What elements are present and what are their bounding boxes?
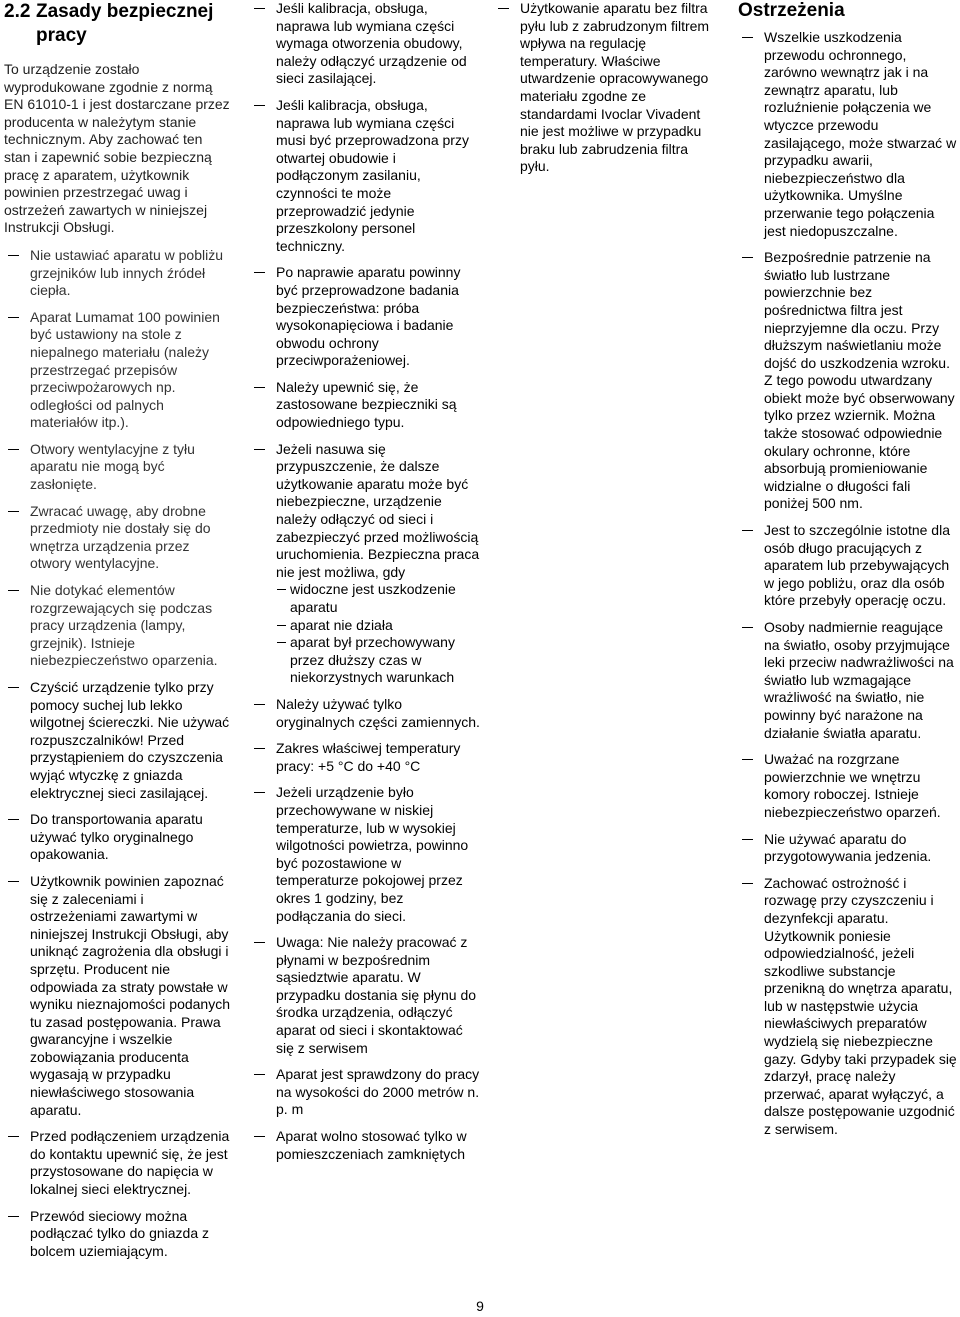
list-item-text: Należy upewnić się, że zastosowane bezpieczniki są odpowiedniego typu. — [276, 378, 457, 431]
list-item — [738, 249, 958, 513]
list-item-text: Do transportowania aparatu używać tylko oryginalnego opakowania. — [30, 811, 203, 863]
dash-bullet — [276, 581, 290, 616]
sub-list-item-text: aparat nie działa — [290, 616, 393, 633]
sub-list-item-text: widoczne jest uszkodzenie aparatu — [290, 581, 456, 615]
list-item-text: Nie ustawiać aparatu w pobliżu grzejników lub innych źródeł ciepła. — [30, 246, 223, 299]
list-item — [4, 441, 230, 494]
list-item-text: Uważać na rozgrzane powierzchnie we wnętrzu komory roboczej. Istnieje niebezpieczeństwo oparzeń. — [764, 751, 941, 820]
dash-bullet — [250, 97, 276, 255]
list-item — [4, 1208, 230, 1261]
list-item — [250, 784, 480, 925]
dash-bullet — [4, 1208, 30, 1261]
list-item — [738, 751, 958, 821]
list-item-text: Użytkownik powinien zapoznać się z zaleceniami i ostrzeżeniami zawartymi w niniejszej Instrukcji Obsługi, aby uniknąć zagrożenia dla obsługi i sprzętu. Producent nie odpowiada za straty powstałe w wyniku nieznajomości podanych tu zasad postępowania. Prawa gwarancyjne i wszelkie zobowiązania producenta wygasają w przypadku niewłaściwego stosowania aparatu. — [30, 872, 230, 1118]
section-heading — [4, 0, 230, 48]
list-item — [250, 1066, 480, 1119]
list-item — [250, 97, 480, 255]
list-item-text: Jeżeli urządzenie było przechowywane w niskiej temperaturze, lub w wysokiej wilgotności powietrza, powinno być pozostawione w temperaturze pokojowej przez okres 1 godziny, bez podłączania do sieci. — [276, 784, 469, 924]
list-item-text: Otwory wentylacyjne z tyłu aparatu nie mogą być zasłonięte. — [30, 440, 195, 493]
col2-list — [250, 0, 480, 1163]
list-item — [4, 1128, 230, 1198]
dash-bullet — [276, 617, 290, 635]
dash-bullet — [738, 249, 764, 513]
list-item-text: Przewód sieciowy można podłączać tylko do gniazda z bolcem uziemiającym. — [30, 1207, 209, 1259]
col1-list — [4, 247, 230, 1260]
dash-bullet — [4, 441, 30, 494]
list-item — [4, 679, 230, 802]
dash-bullet — [250, 264, 276, 370]
dash-bullet — [250, 696, 276, 731]
dash-bullet — [250, 379, 276, 432]
dash-bullet — [738, 29, 764, 240]
column-1 — [4, 0, 230, 1269]
list-item-text: Jest to szczególnie istotne dla osób długo pracujących z aparatem lub przebywających w jego pobliżu, oraz dla osób które przebyły operację oczu. — [764, 522, 950, 609]
dash-bullet — [250, 1066, 276, 1119]
list-item — [250, 379, 480, 432]
list-item — [4, 873, 230, 1119]
column-2 — [250, 0, 480, 1172]
dash-bullet — [4, 873, 30, 1119]
section-intro: To urządzenie zostało wyprodukowane zgodnie z normą EN 61010-1 i jest dostarczane przez producenta w należytym stanie technicznym. Aby zachować ten stan i zapewnić sobie bezpieczną pracę z aparatem, użytkownik powinien przestrzegać uwag i ostrzeżeń zawartych w niniejszej Instrukcji Obsługi. — [4, 61, 230, 236]
list-item-text: Nie dotykać elementów rozgrzewających się podczas pracy urządzenia (lampy, grzejnik). Istnieje niebezpieczeństwo oparzenia. — [30, 582, 218, 669]
list-item-text: Użytkowanie aparatu bez filtra pyłu lub z zabrudzonym filtrem wpływa na regulację temperatury. Właściwe utwardzenie opracowywanego materiału zgodne ze standardami Ivoclar Vivadent nie jest możliwe w przypadku braku lub zabrudzenia filtra pyłu. — [520, 0, 710, 175]
list-item-text: Osoby nadmiernie reagujące na światło, osoby przyjmujące leki przeciw nadwrażliwości na światło lub wzmagające wrażliwość na światło, nie powinny być narażone na działanie światła aparatu. — [764, 619, 954, 741]
sub-list-item-text: aparat był przechowywany przez dłuższy czas w niekorzystnych warunkach — [290, 634, 455, 686]
list-item — [4, 811, 230, 864]
dash-bullet — [4, 582, 30, 670]
section-number: 2.2 — [4, 1, 31, 22]
list-item — [738, 619, 958, 742]
list-item-text: Jeśli kalibracja, obsługa, naprawa lub wymiana części musi być przeprowadzona przy otwartej obudowie i podłączonym zasilaniu, czynności te może przeprowadzić jedynie przeszkolony personel techniczny. — [276, 96, 469, 254]
list-item-text: Przed podłączeniem urządzenia do kontaktu upewnić się, że jest przystosowane do napięcia w lokalnej sieci elektrycznej. — [30, 1128, 230, 1198]
list-item-text: Należy używać tylko oryginalnych części zamiennych. — [276, 695, 480, 730]
list-item — [738, 875, 958, 1139]
sub-list — [276, 581, 480, 687]
list-item-body — [276, 441, 480, 687]
column-4 — [738, 0, 958, 1148]
list-item-text: Aparat Lumamat 100 powinien być ustawiony na stole z niepalnego materiału (należy przestrzegać przepisów przeciwpożarowych np. odległości od palnych materiałów itp.). — [30, 308, 220, 431]
sub-list-item — [276, 617, 480, 635]
dash-bullet — [250, 740, 276, 775]
list-item — [4, 503, 230, 573]
list-item-text: Nie używać aparatu do przygotowywania jedzenia. — [764, 830, 932, 865]
dash-bullet — [4, 679, 30, 802]
list-item-text: Zachować ostrożność i rozwagę przy czyszczeniu i dezynfekcji aparatu. Użytkownik poniesie odpowiedzialność, jeżeli szkodliwe substancje przenikną do wnętrza aparatu, lub w następstwie użycia niewłaściwych preparatów wydzielą się niebezpieczne gazy. Gdyby taki przypadek się zdarzył, pracę należy przerwać, aparat wyłączyć, a dalsze postępowanie uzgodnić z serwisem. — [764, 874, 957, 1138]
list-item — [738, 522, 958, 610]
dash-bullet — [738, 751, 764, 821]
list-item — [738, 29, 958, 240]
dash-bullet — [738, 831, 764, 866]
sub-list-item — [276, 634, 480, 687]
dash-bullet — [250, 784, 276, 925]
list-item — [4, 247, 230, 300]
list-item-text: Aparat wolno stosować tylko w pomieszczeniach zamkniętych — [276, 1128, 467, 1162]
dash-bullet — [4, 503, 30, 573]
dash-bullet — [738, 522, 764, 610]
dash-bullet — [738, 619, 764, 742]
list-item-text: Aparat jest sprawdzony do pracy na wysokości do 2000 metrów n. p. m — [276, 1066, 480, 1118]
warnings-list — [738, 29, 958, 1139]
list-item — [250, 441, 480, 687]
list-item-text: Uwaga: Nie należy pracować z płynami w bezpośrednim sąsiedztwie aparatu. W przypadku dostania się płynu do środka urządzenia, odłączyć aparat od sieci i skontaktować się z serwisem — [276, 934, 477, 1056]
dash-bullet — [250, 934, 276, 1057]
list-item — [250, 740, 480, 775]
list-item-text: Zwracać uwagę, aby drobne przedmioty nie dostały się do wnętrza urządzenia przez otwory wentylacyjne. — [30, 502, 211, 572]
list-item — [738, 831, 958, 866]
list-item — [4, 309, 230, 432]
warnings-title: Ostrzeżenia — [738, 0, 845, 21]
list-item-text: Wszelkie uszkodzenia przewodu ochronnego, zarówno wewnątrz jak i na zewnątrz aparatu, lub rozluźnienie połączenia we wtyczce przewodu zasilającego, może stwarzać w przypadku awarii, niebezpieczeństwo dla użytkownika. Umyślne przerwanie tego połączenia jest niedopuszczalne. — [764, 29, 957, 239]
list-item-text: Jeśli kalibracja, obsługa, naprawa lub wymiana części wymaga otworzenia obudowy, należy odłączyć urządzenie od sieci zasilającej. — [276, 0, 467, 87]
list-item — [250, 264, 480, 370]
list-item — [250, 0, 480, 88]
dash-bullet — [4, 1128, 30, 1198]
dash-bullet — [276, 634, 290, 687]
list-item-text: Jeżeli nasuwa się przypuszczenie, że dalsze użytkowanie aparatu może być niebezpieczne, urządzenie należy odłączyć od sieci i zabezpieczyć przed możliwością uruchomienia. Bezpieczna praca nie jest możliwa, gdy — [276, 440, 480, 580]
column-3 — [494, 0, 716, 185]
list-item-text: Czyścić urządzenie tylko przy pomocy suchej lub lekko wilgotnej ściereczki. Nie używać rozpuszczalników! Przed przystąpieniem do czyszczenia wyjąć wtyczkę z gniazda elektrycznej sieci zasilającej. — [30, 679, 230, 801]
dash-bullet — [250, 1128, 276, 1163]
sub-list-item — [276, 581, 480, 616]
list-item — [4, 582, 230, 670]
dash-bullet — [250, 0, 276, 88]
list-item-text: Zakres właściwej temperatury pracy: +5 °C do +40 °C — [276, 740, 461, 774]
list-item — [494, 0, 716, 176]
list-item — [250, 696, 480, 731]
list-item-text: Bezpośrednie patrzenie na światło lub lustrzane powierzchnie bez pośrednictwa filtra jest nieprzyjemne dla oczu. Przy dłuższym naświetlaniu może dojść do uszkodzenia wzroku. Z tego powodu utwardzany obiekt może być obserwowany tylko przez wziernik. Można także stosować odpowiednie okulary ochronne, które absorbują promieniowanie widzialne o długości fali poniżej 500 nm. — [764, 249, 955, 512]
dash-bullet — [250, 441, 276, 687]
dash-bullet — [4, 247, 30, 300]
dash-bullet — [738, 875, 764, 1139]
section-title: Zasady bezpiecznej pracy — [36, 1, 214, 46]
dash-bullet — [494, 0, 520, 176]
dash-bullet — [4, 811, 30, 864]
dash-bullet — [4, 309, 30, 432]
list-item — [250, 934, 480, 1057]
list-item — [250, 1128, 480, 1163]
page-number: 9 — [476, 1298, 484, 1314]
list-item-text: Po naprawie aparatu powinny być przeprowadzone badania bezpieczeństwa: próba wysokonapięciowa i badanie obwodu ochrony przeciwporażeniowej. — [276, 264, 461, 369]
